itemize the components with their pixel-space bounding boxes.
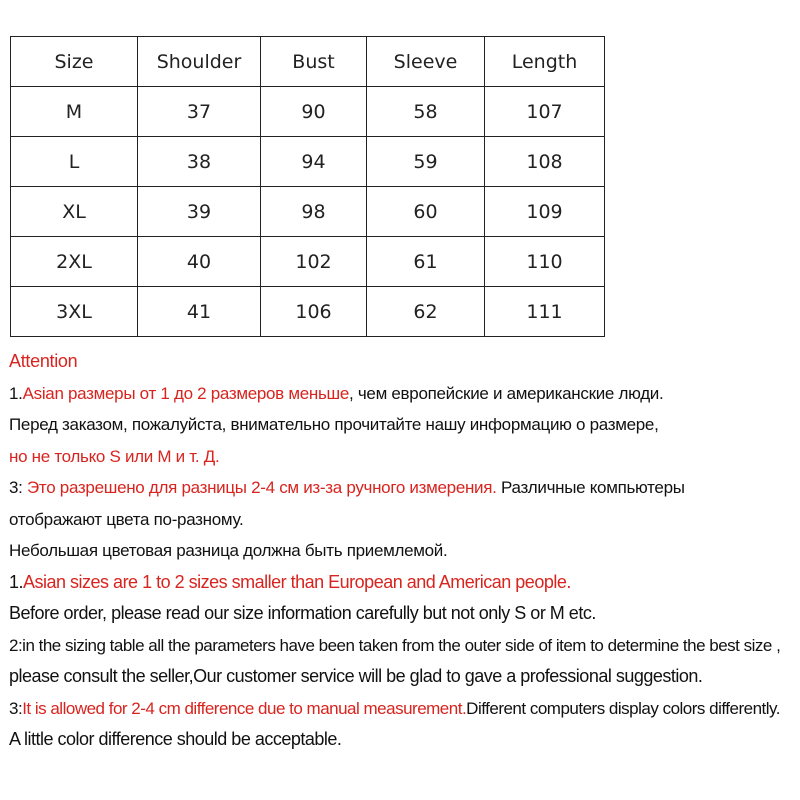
cell-size: L [11, 137, 138, 187]
en-note-2: Before order, please read our size information carefully but not only S or M etc. [9, 603, 596, 623]
cell-shoulder: 41 [138, 287, 261, 337]
en-note-5 [9, 693, 794, 725]
cell-bust: 94 [261, 137, 367, 187]
cell-shoulder: 37 [138, 87, 261, 137]
cell-bust: 98 [261, 187, 367, 237]
cell-sleeve: 60 [367, 187, 485, 237]
ru-note-3: но не только S или M и т. Д. [9, 446, 220, 466]
header-length: Length [485, 37, 605, 87]
cell-length: 111 [485, 287, 605, 337]
table-row [11, 137, 605, 187]
table-row [11, 287, 605, 337]
cell-sleeve: 61 [367, 237, 485, 287]
cell-size: XL [11, 187, 138, 237]
ru-note-6: Небольшая цветовая разница должна быть приемлемой. [9, 541, 448, 560]
en-note-5-prefix: 3: [9, 698, 23, 718]
cell-bust: 102 [261, 237, 367, 287]
cell-bust: 90 [261, 87, 367, 137]
cell-sleeve: 62 [367, 287, 485, 337]
header-sleeve: Sleeve [367, 37, 485, 87]
ru-note-4-prefix: 3: [9, 478, 28, 497]
header-size: Size [11, 37, 138, 87]
en-note-1-prefix: 1. [9, 571, 24, 592]
table-row [11, 87, 605, 137]
en-note-1-highlight: Asian sizes are 1 to 2 sizes smaller than European and American people. [23, 571, 571, 592]
cell-length: 108 [485, 137, 605, 187]
cell-size: M [11, 87, 138, 137]
cell-size: 3XL [11, 287, 138, 337]
en-note-6: A little color difference should be acceptable. [9, 729, 342, 749]
cell-length: 109 [485, 187, 605, 237]
en-note-4: please consult the seller,Our customer service will be glad to gave a professional suggestion. [9, 666, 703, 686]
cell-bust: 106 [261, 287, 367, 337]
en-note-5-highlight: It is allowed for 2-4 cm difference due to manual measurement. [22, 698, 467, 718]
attention-heading: Attention [9, 351, 78, 371]
size-chart-table [10, 36, 605, 337]
en-note-5-rest: Different computers display colors differently. [466, 698, 780, 718]
ru-note-4-highlight: Это разрешено для разницы 2-4 см из-за ручного измерения. [27, 478, 497, 497]
cell-sleeve: 59 [367, 137, 485, 187]
ru-note-1-highlight: Asian размеры от 1 до 2 размеров меньше [22, 383, 350, 403]
cell-shoulder: 38 [138, 137, 261, 187]
table-row [11, 237, 605, 287]
size-notes [9, 346, 794, 756]
cell-size: 2XL [11, 237, 138, 287]
header-bust: Bust [261, 37, 367, 87]
table-row [11, 187, 605, 237]
cell-length: 110 [485, 237, 605, 287]
en-note-1 [9, 567, 794, 599]
cell-shoulder: 39 [138, 187, 261, 237]
ru-note-1-prefix: 1. [9, 383, 23, 403]
cell-shoulder: 40 [138, 237, 261, 287]
ru-note-2: Перед заказом, пожалуйста, внимательно прочитайте нашу информацию о размере, [9, 415, 659, 434]
ru-note-1 [9, 378, 794, 410]
header-shoulder: Shoulder [138, 37, 261, 87]
table-header-row [11, 37, 605, 87]
en-note-3: 2:in the sizing table all the parameters have been taken from the outer side of item to determine the best size , [9, 635, 781, 655]
ru-note-1-rest: , чем европейские и американские люди. [349, 383, 664, 403]
ru-note-5: отображают цвета по-разному. [9, 509, 244, 529]
ru-note-4-rest: Различные компьютеры [496, 478, 685, 497]
cell-length: 107 [485, 87, 605, 137]
cell-sleeve: 58 [367, 87, 485, 137]
ru-note-4 [9, 472, 794, 504]
